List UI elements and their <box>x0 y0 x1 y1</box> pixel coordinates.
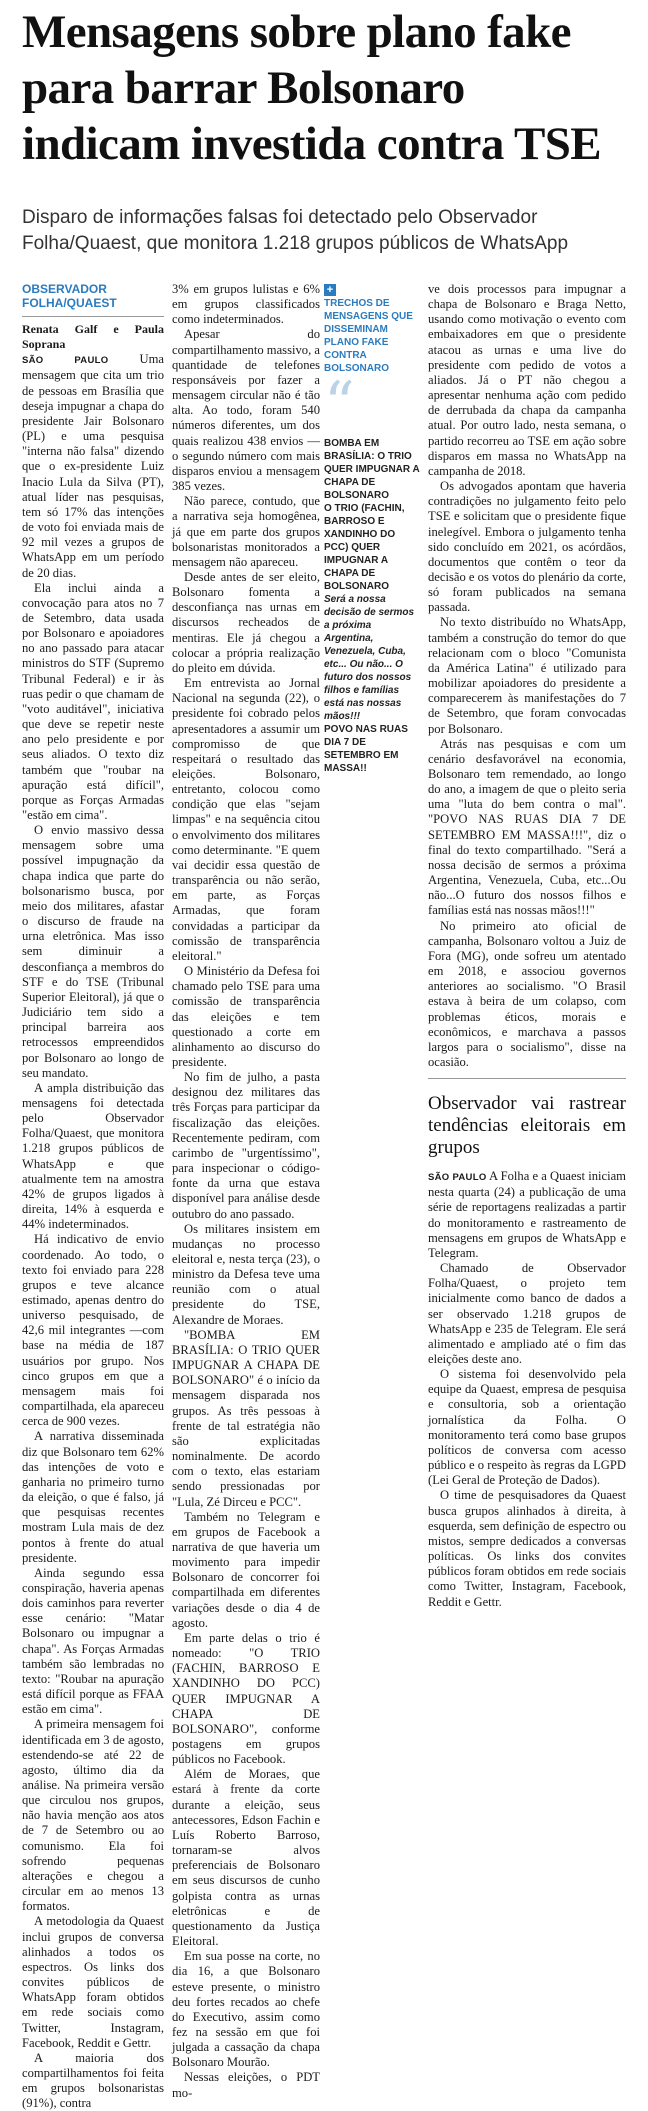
divider <box>428 1078 626 1079</box>
sidebar-heading: TRECHOS DE MENSAGENS QUE DISSEMINAM PLANO FAKE CONTRA BOLSONARO <box>324 298 413 375</box>
column-2 <box>172 282 320 2101</box>
quote-excerpt: POVO NAS RUAS DIA 7 DE SETEMBRO EM MASSA!! <box>324 724 408 775</box>
column-1 <box>22 282 164 2111</box>
deck: Disparo de informações falsas foi detectado pelo Observador Folha/Quaest, que monitora 1.218 grupos públicos de WhatsApp <box>22 207 569 254</box>
box-title: Observador vai rastrear tendências eleitorais em grupos <box>428 1093 626 1159</box>
quote-excerpt: O TRIO (FACHIN, BARROSO E XANDINHO DO PCC) QUER IMPUGNAR A CHAPA DE BOLSONARO <box>324 503 405 593</box>
paragraph: Atrás nas pesquisas e com um cenário desfavorável na economia, Bolsonaro tem remendado, ao longo do ano, a imagem de que o pleito seria uma "luta do bem contra o mal". "POVO NAS RUAS DIA 7 DE SETEMBRO EM MASSA!!!", diz o final do texto compartilhado. "Será a nossa decisão de sermos a próxima Argentina, Venezuela, Cuba, etc...Ou não...O futuro dos nossos filhos e famílias está nas nossas mãos!!!" <box>428 736 626 918</box>
paragraph: A ampla distribuição das mensagens foi detectada pelo Observador Folha/Quaest, que monitora 1.218 grupos públicos de WhatsApp e que atualmente tem na amostra 42% de grupos ligados à direita, 14% à esquerda e 44% indeterminados. <box>22 1080 164 1232</box>
paragraph: Ainda segundo essa conspiração, haveria apenas dois caminhos para reverter esse cenário: "Matar Bolsonaro ou impugnar a chapa". As Forças Armadas também são lembradas no texto: "Roubar na apuração está difícil porque as FFAA estão em cima". <box>22 1565 164 1717</box>
quotes-sidebar <box>324 282 420 775</box>
paragraph: O Ministério da Defesa foi chamado pelo TSE para uma comissão de transparência das eleições e tem questionado a corte em alinhamento ao discurso do presidente. <box>172 964 320 1069</box>
dateline: SÃO PAULO <box>428 1172 487 1184</box>
paragraph: "BOMBA EM BRASÍLIA: O TRIO QUER IMPUGNAR A CHAPA DE BOLSONARO" é o início da mensagem disparada nos grupos. As três pessoas à frente de tal estratégia não são explicitadas nominalmente. De acordo com o texto, elas estariam sendo pressionadas por "Lula, Zé Dirceu e PCC". <box>172 1327 320 1509</box>
plus-icon: + <box>324 284 336 296</box>
paragraph: Apesar do compartilhamento massivo, a quantidade de telefones responsáveis por fazer a mensagem circular não é tão alta. Ao todo, foram 540 números diferentes, um dos quais realizou 438 envios —o segundo número com mais disparos enviou a mensagem 385 vezes. <box>172 327 320 494</box>
paragraph: No primeiro ato oficial de campanha, Bolsonaro voltou a Juiz de Fora (MG), onde sofreu um atentado em 2018, e associou governos anteriores ao socialismo. "O Brasil estava à beira de um colapso, com problemas éticos, morais e econômicos, e marchava a passos largos para o socialismo", disse na ocasião. <box>428 918 626 1069</box>
paragraph: Chamado de Observador Folha/Quaest, o projeto tem inicialmente como banco de dados a ser observado 1.218 grupos de WhatsApp e 235 de Telegram. Ele será alimentado e ampliado até o fim das eleições deste ano. <box>428 1261 626 1366</box>
quote-mark-icon: “ <box>324 369 355 440</box>
quote-excerpt: BOMBA EM BRASÍLIA: O TRIO QUER IMPUGNAR A CHAPA DE BOLSONARO <box>324 438 420 502</box>
paragraph: Nessas eleições, o PDT mo- <box>172 2070 320 2100</box>
paragraph: No fim de julho, a pasta designou dez militares das três Forças para participar da fiscalização das eleições. Recentemente pediram, com carimbo de "urgentíssimo", para inspecionar o código-fonte da urna que estava disponível para análise desde outubro do ano passado. <box>172 1070 320 1221</box>
paragraph: Os advogados apontam que haveria contradições no julgamento feito pelo TSE e solicitam que o presidente fique inelegível. Embora o julgamento tenha sido concluído em 2021, os acórdãos, documentos que contêm o teor da decisão e os votos do plenário da corte, só foram publicados na semana passada. <box>428 479 626 615</box>
paragraph: Além de Moraes, que estará à frente da corte durante a eleição, seus antecessores, Edson Fachin e Luís Roberto Barroso, tornaram-se alvos preferenciais de Bolsonaro em seus discursos de cunho golpista contra as urnas eletrônicas e de questionamento da Justiça Eleitoral. <box>172 1767 320 1949</box>
paragraph: A primeira mensagem foi identificada em 3 de agosto, estendendo-se até 22 de agosto, último dia da análise. Na primeira versão que circulou nos grupos, não havia menção aos atos de 7 de Setembro ou ao comunismo. Ela foi sofrendo pequenas alterações e chegou a circular em ao menos 13 formatos. <box>22 1717 164 1914</box>
paragraph: A metodologia da Quaest inclui grupos de conversa alinhados a todos os espectros. Os links dos convites públicos de WhatsApp foram obtidos em rede sociais como Twitter, Instagram, Facebook, Reddit e Gettr. <box>22 1914 164 2050</box>
paragraph: O sistema foi desenvolvido pela equipe da Quaest, empresa de pesquisa e consultoria, sob a orientação jornalística da Folha. O monitoramento terá como base grupos políticos de conversa com acesso público e o respeito às regras da LGPD (Lei Geral de Proteção de Dados). <box>428 1367 626 1488</box>
paragraph: O time de pesquisadores da Quaest busca grupos alinhados à direita, à esquerda, sem definição de espectro ou mistos, sempre dedicados a conversas políticas. Os links dos convites públicos foram obtidos em rede sociais como Twitter, Instagram, Facebook, Reddit e Gettr. <box>428 1488 626 1609</box>
paragraph: Não parece, contudo, que a narrativa seja homogênea, já que em parte dos grupos bolsonaristas monitorados a mensagem não apareceu. <box>172 494 320 569</box>
paragraph: A narrativa disseminada diz que Bolsonaro tem 62% das intenções de voto e ganharia no primeiro turno da eleição, o que é falso, já que pesquisas recentes mostram Lula mais de dez pontos à frente do atual presidente. <box>22 1429 164 1565</box>
box-lead: SÃO PAULO A Folha e a Quaest iniciam nesta quarta (24) a publicação de uma série de reportagens realizadas a partir do monitoramento e rastreamento de mensagens em grupos de WhatsApp e Telegram. <box>428 1169 626 1260</box>
paragraph: Desde antes de ser eleito, Bolsonaro fomenta a desconfiança nas urnas em discursos recheados de mentiras. Ele já chegou a colocar a própria realização do pleito em dúvida. <box>172 569 320 675</box>
paragraph: Em entrevista ao Jornal Nacional na segunda (22), o presidente foi cobrado pelos apresentadores a assumir um compromisso de que respeitará o resultado das eleições. Bolsonaro, entretanto, colocou como condição que elas "sejam limpas" e na sequência citou o envolvimento dos militares como determinante. "E quem vai decidir essa questão de transparência ou não serão, em parte, as Forças Armadas, que foram convidadas a participar da comissão de transparência eleitoral." <box>172 676 320 963</box>
paragraph: Os militares insistem em mudanças no processo eleitoral e, nesta terça (23), o ministro da Defesa teve uma reunião com o atual presidente do TSE, Alexandre de Moraes. <box>172 1221 320 1327</box>
paragraph: Em parte delas o trio é nomeado: "O TRIO (FACHIN, BARROSO E XANDINHO DO PCC) QUER IMPUGNAR A CHAPA DE BOLSONARO", conforme postagens em grupos públicos no Facebook. <box>172 1630 320 1767</box>
section-label: OBSERVADOR FOLHA/QUAEST <box>22 282 117 310</box>
paragraph: Também no Telegram e em grupos de Facebook a narrativa de que haveria um movimento para impedir Bolsonaro de concorrer foi compartilhada em diferentes variações desde o dia 4 de agosto. <box>172 1509 320 1630</box>
lead-paragraph: SÃO PAULO Uma mensagem que cita um trio de pessoas em Brasília que deseja impugnar a chapa do presidente Jair Bolsonaro (PL) e uma pesquisa "interna não falsa" dizendo que o ex-presidente Luiz Inacio Lula da Silva (PT), atual líder nas pesquisas, tem só 17% das intenções de voto foi enviada mais de 92 mil vezes a grupos de WhatsApp em um período de 20 dias. <box>22 352 164 580</box>
paragraph: No texto distribuído no WhatsApp, também a construção do temor do que relacionam com o bloco "Comunista da América Latina" é utilizado para mobilizar apoiadores do presidente a comparecerem às manifestações do 7 de Setembro, que foram convocadas por Bolsonaro. <box>428 615 626 736</box>
paragraph: O envio massivo dessa mensagem sobre uma possível impugnação da chapa indica que parte do bolsonarismo busca, por meio dos militares, afastar o discurso de fraude na urna eletrônica. Mas isso sem diminuir a desconfiança a membros do STF e do TSE (Tribunal Superior Eleitoral), já que o Judiciário tem sido a principal barreira aos retrocessos empreendidos por Bolsonaro ao longo de seu mandato. <box>22 823 164 1080</box>
paragraph: ve dois processos para impugnar a chapa de Bolsonaro e Braga Netto, usando como motivação o evento com embaixadores em que o presidente atacou as urnas e uma live do presidente com pedido de votos a aliados. Já o PT não chegou a apresentar nenhuma ação com pedido de derrubada da chapa da campanha atual. Por outro lado, nesta semana, o partido recorreu ao TSE em ação sobre disparos em massa no WhatsApp na campanha de 2018. <box>428 282 626 478</box>
dateline: SÃO PAULO <box>22 355 109 367</box>
paragraph: A maioria dos compartilhamentos foi feita em grupos bolsonaristas (91%), contra <box>22 2050 164 2111</box>
paragraph: Ela inclui ainda a convocação para atos no 7 de Setembro, data usada por Bolsonaro e apoiadores no ano passado para atacar ministros do STF (Supremo Tribunal Federal) e ir às ruas pedir o que chamam de "voto auditável", iniciativa que deve se repetir neste ano pelo presidente e por seus aliados. O texto diz também que "roubar na apuração está difícil", porque as Forças Armadas "estão em cima". <box>22 580 164 822</box>
divider <box>22 316 164 317</box>
byline: Renata Galf e Paula Soprana <box>22 322 164 352</box>
column-4 <box>428 282 626 1610</box>
paragraph: 3% em grupos lulistas e 6% em grupos classificados como indeterminados. <box>172 282 320 327</box>
headline: Mensagens sobre plano fake para barrar Bolsonaro indicam investida contra TSE <box>22 6 602 170</box>
quote-excerpt: Será a nossa decisão de sermos a próxima Argentina, Venezuela, Cuba, etc... Ou não... O futuro dos nossos filhos e famílias está nas nossas mãos!!! <box>324 594 415 723</box>
paragraph: Há indicativo de envio coordenado. Ao todo, o texto foi enviado para 228 grupos e teve alcance estimado, apenas dentro do universo pesquisado, de 42,6 mil integrantes —com base na média de 187 usuários por grupo. Nos cinco grupos em que a mensagem mais foi compartilhada, ela apareceu cerca de 900 vezes. <box>22 1232 164 1429</box>
paragraph: Em sua posse na corte, no dia 16, a que Bolsonaro esteve presente, o ministro deu fortes recados ao chefe do Executivo, assim como fez na sessão em que foi julgada a cassação da chapa Bolsonaro Mourão. <box>172 1949 320 2070</box>
